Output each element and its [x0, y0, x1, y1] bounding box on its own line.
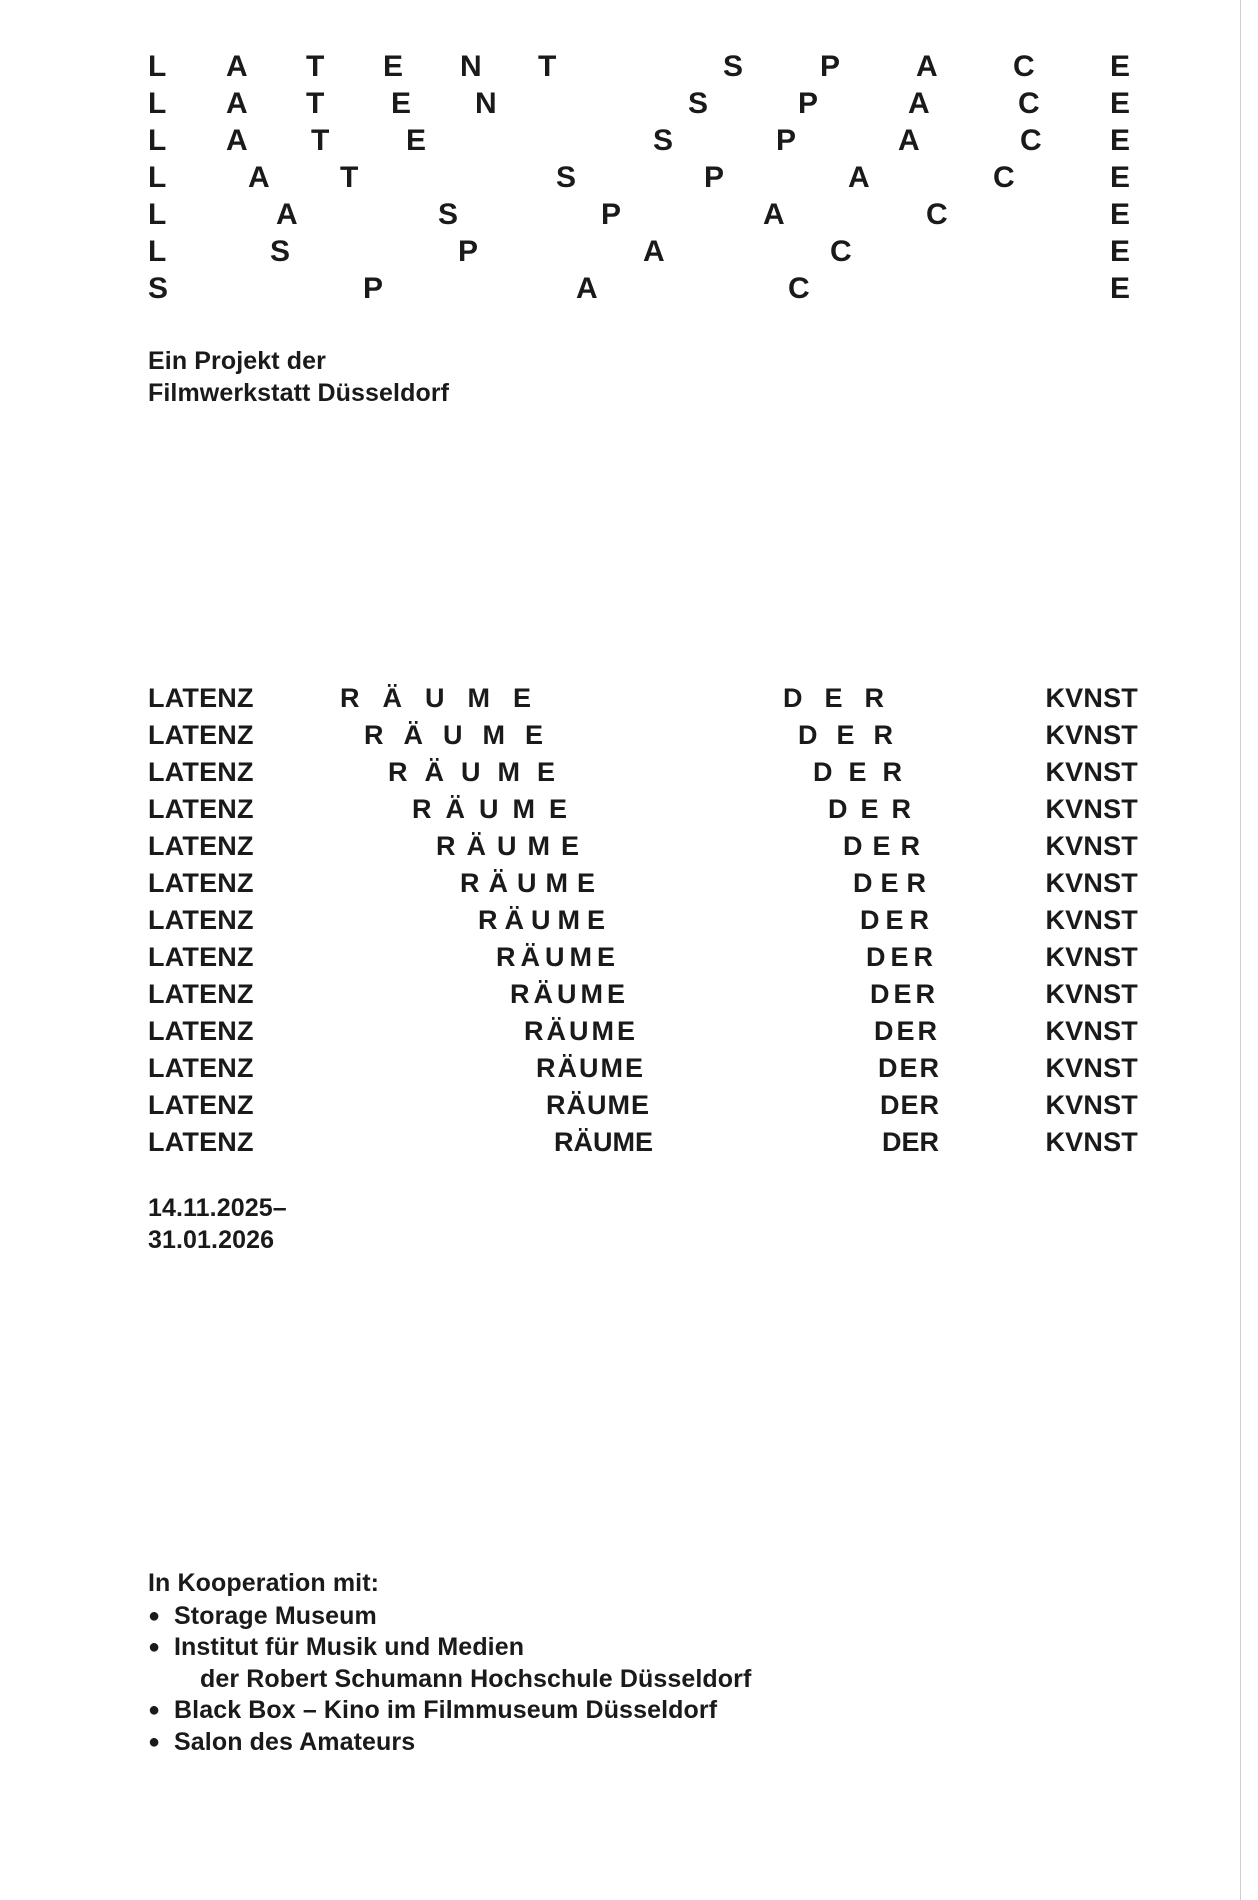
- kvnst-word: KVNST: [1045, 979, 1138, 1009]
- cooperation-list: [148, 1568, 751, 1758]
- exhibition-dates: [148, 1192, 287, 1256]
- latent-glyph: C: [1020, 124, 1042, 157]
- latent-glyph: A: [276, 198, 298, 231]
- kvnst-word: KVNST: [1045, 831, 1138, 861]
- cooperation-title: In Kooperation mit:: [148, 1569, 380, 1597]
- page-edge-strip: [1240, 0, 1258, 1900]
- latenz-row: [148, 1124, 1138, 1161]
- project-credit-line-1: Ein Projekt der: [148, 347, 326, 375]
- latenz-word: LATENZ: [148, 720, 254, 750]
- latent-glyph: L: [148, 50, 167, 83]
- latent-glyph: E: [1110, 272, 1131, 305]
- latenz-word: LATENZ: [148, 683, 254, 713]
- date-start: 14.11.2025–: [148, 1194, 287, 1222]
- latenz-row: [148, 1013, 1138, 1050]
- der-word: DER: [828, 794, 925, 824]
- latent-glyph: L: [148, 87, 167, 120]
- latent-glyph: A: [848, 161, 870, 194]
- latent-glyph: C: [993, 161, 1015, 194]
- latent-glyph: S: [148, 272, 169, 305]
- latent-glyph: T: [538, 50, 557, 83]
- latent-glyph: S: [688, 87, 709, 120]
- latent-glyph: C: [830, 235, 852, 268]
- latenz-word: LATENZ: [148, 1090, 254, 1120]
- latenz-word: LATENZ: [148, 942, 254, 972]
- latenz-word: LATENZ: [148, 868, 254, 898]
- latenz-row: [148, 680, 1138, 717]
- latent-glyph: N: [475, 87, 497, 120]
- latent-glyph: E: [1110, 124, 1131, 157]
- kvnst-word: KVNST: [1045, 1127, 1138, 1157]
- latent-glyph: T: [306, 50, 325, 83]
- der-word: DER: [813, 757, 919, 787]
- latenz-row: [148, 1087, 1138, 1124]
- latent-glyph: E: [1110, 50, 1131, 83]
- raeume-word: RÄUME: [340, 683, 554, 713]
- der-word: DER: [866, 942, 939, 972]
- latent-glyph: L: [148, 124, 167, 157]
- latent-glyph: P: [798, 87, 819, 120]
- latent-glyph: C: [788, 272, 810, 305]
- latent-row: [148, 85, 1138, 122]
- latent-glyph: S: [653, 124, 674, 157]
- latenz-word: LATENZ: [148, 1127, 254, 1157]
- latent-row: [148, 159, 1138, 196]
- latenz-row: [148, 902, 1138, 939]
- cooperation-item: [148, 1695, 751, 1727]
- latenz-word: LATENZ: [148, 1016, 254, 1046]
- raeume-word: RÄUME: [460, 868, 604, 898]
- cooperation-item: [148, 1601, 751, 1633]
- cooperation-item: [148, 1727, 751, 1759]
- raeume-word: RÄUME: [364, 720, 563, 750]
- date-end: 31.01.2026: [148, 1226, 275, 1254]
- latent-glyph: C: [926, 198, 948, 231]
- kvnst-word: KVNST: [1045, 868, 1138, 898]
- latent-glyph: S: [438, 198, 459, 231]
- latent-glyph: N: [460, 50, 482, 83]
- latent-glyph: C: [1013, 50, 1035, 83]
- der-word: DER: [880, 1090, 941, 1120]
- latent-glyph: A: [226, 124, 248, 157]
- bullet-icon: ●: [148, 1699, 161, 1721]
- latenz-row: [148, 791, 1138, 828]
- raeume-word: RÄUME: [524, 1016, 638, 1046]
- latent-glyph: T: [311, 124, 330, 157]
- der-word: DER: [882, 1127, 940, 1157]
- latent-glyph: P: [363, 272, 384, 305]
- latenz-row: [148, 976, 1138, 1013]
- latent-glyph: A: [763, 198, 785, 231]
- latent-glyph: A: [643, 235, 665, 268]
- cooperation-item-label: Storage Museum: [174, 1601, 377, 1630]
- raeume-word: RÄUME: [510, 979, 629, 1009]
- latent-glyph: E: [1110, 87, 1131, 120]
- raeume-word: RÄUME: [478, 905, 612, 935]
- cooperation-item-label: Institut für Musik und Medien: [174, 1633, 525, 1661]
- latent-glyph: P: [458, 235, 479, 268]
- der-word: DER: [870, 979, 940, 1009]
- project-credit-line-2: Filmwerkstatt Düsseldorf: [148, 379, 450, 407]
- latent-glyph: S: [556, 161, 577, 194]
- latent-glyph: S: [270, 235, 291, 268]
- latent-row: [148, 233, 1138, 270]
- latent-glyph: A: [916, 50, 938, 83]
- bullet-icon: ●: [148, 1730, 161, 1753]
- der-word: DER: [783, 683, 907, 713]
- latent-row: [148, 48, 1138, 85]
- latenz-raeume-der-kvnst-block: [148, 680, 1138, 1161]
- latenz-word: LATENZ: [148, 757, 254, 787]
- der-word: DER: [874, 1016, 941, 1046]
- latent-glyph: E: [1110, 198, 1131, 231]
- kvnst-word: KVNST: [1045, 1016, 1138, 1046]
- latent-glyph: E: [1110, 161, 1131, 194]
- latent-glyph: L: [148, 235, 167, 268]
- raeume-word: RÄUME: [554, 1127, 653, 1157]
- bullet-icon: ●: [148, 1604, 161, 1627]
- der-word: DER: [878, 1053, 942, 1083]
- latent-glyph: P: [820, 50, 841, 83]
- latent-glyph: T: [340, 161, 359, 194]
- latenz-word: LATENZ: [148, 1053, 254, 1083]
- kvnst-word: KVNST: [1045, 942, 1138, 972]
- cooperation-item-label: Black Box – Kino im Filmmuseum Düsseldorf: [174, 1696, 718, 1724]
- latent-glyph: C: [1018, 87, 1040, 120]
- latenz-row: [148, 828, 1138, 865]
- cooperation-item: [148, 1632, 751, 1695]
- kvnst-word: KVNST: [1045, 905, 1138, 935]
- raeume-word: RÄUME: [546, 1090, 650, 1120]
- latent-glyph: A: [576, 272, 598, 305]
- latent-glyph: E: [383, 50, 404, 83]
- der-word: DER: [843, 831, 931, 861]
- kvnst-word: KVNST: [1045, 794, 1138, 824]
- latent-glyph: L: [148, 161, 167, 194]
- latenz-row: [148, 865, 1138, 902]
- cooperation-item-sublabel: der Robert Schumann Hochschule Düsseldorf: [200, 1664, 752, 1693]
- latent-row: [148, 122, 1138, 159]
- latenz-row: [148, 939, 1138, 976]
- latent-glyph: S: [723, 50, 744, 83]
- latenz-word: LATENZ: [148, 831, 254, 861]
- latent-glyph: P: [601, 198, 622, 231]
- latenz-row: [148, 717, 1138, 754]
- cooperation-items: [148, 1601, 751, 1759]
- der-word: DER: [860, 905, 936, 935]
- der-word: DER: [853, 868, 935, 898]
- kvnst-word: KVNST: [1045, 757, 1138, 787]
- latent-glyph: A: [908, 87, 930, 120]
- latent-row: [148, 196, 1138, 233]
- latent-row: [148, 270, 1138, 307]
- raeume-word: RÄUME: [436, 831, 590, 861]
- latent-glyph: E: [1110, 235, 1131, 268]
- latent-glyph: A: [226, 87, 248, 120]
- latent-glyph: T: [306, 87, 325, 120]
- kvnst-word: KVNST: [1045, 683, 1138, 713]
- latent-glyph: A: [898, 124, 920, 157]
- latent-glyph: P: [704, 161, 725, 194]
- raeume-word: RÄUME: [412, 794, 581, 824]
- latenz-row: [148, 754, 1138, 791]
- latent-glyph: A: [226, 50, 248, 83]
- der-word: DER: [798, 720, 913, 750]
- kvnst-word: KVNST: [1045, 1053, 1138, 1083]
- latent-glyph: E: [391, 87, 412, 120]
- raeume-word: RÄUME: [388, 757, 572, 787]
- raeume-word: RÄUME: [496, 942, 620, 972]
- latent-space-typographic-block: [148, 48, 1138, 307]
- latenz-word: LATENZ: [148, 905, 254, 935]
- latent-glyph: L: [148, 198, 167, 231]
- raeume-word: RÄUME: [536, 1053, 645, 1083]
- bullet-icon: ●: [148, 1636, 161, 1658]
- latenz-word: LATENZ: [148, 979, 254, 1009]
- latent-glyph: A: [248, 161, 270, 194]
- cooperation-item-label: Salon des Amateurs: [174, 1727, 416, 1756]
- latent-glyph: E: [406, 124, 427, 157]
- latenz-row: [148, 1050, 1138, 1087]
- kvnst-word: KVNST: [1045, 720, 1138, 750]
- project-credit: [148, 345, 449, 409]
- latent-glyph: P: [776, 124, 797, 157]
- latenz-word: LATENZ: [148, 794, 254, 824]
- kvnst-word: KVNST: [1045, 1090, 1138, 1120]
